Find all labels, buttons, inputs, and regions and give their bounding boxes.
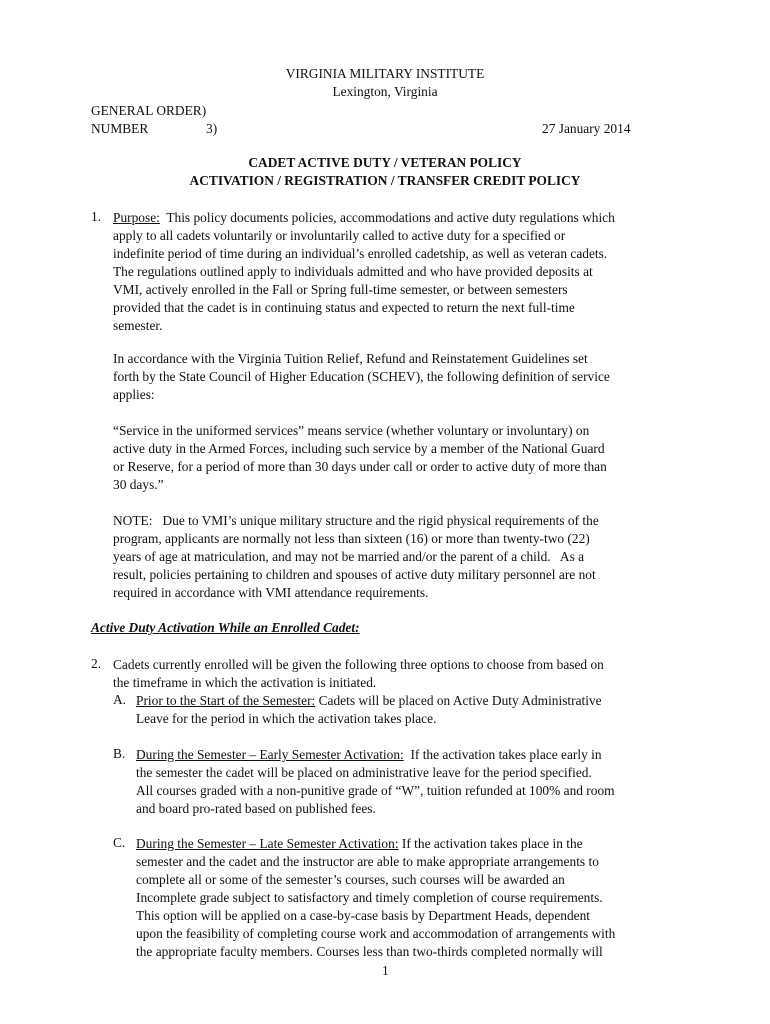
purpose-paragraph: Purpose: This policy documents policies, accommodations and active duty regulations which apply to all cadets voluntarily or involuntarily called to active duty for a specified or indefinite period of time during an individual’s enrolled cadetship, as well as veteran cadets. The regulations outlined apply to individuals admitted and who have provided deposits at VMI, actively enrolled in the Fall or Spring full-time semester, or between semesters provided that the cadet is in continuing status and expected to return the next full-time semester. [113, 210, 615, 333]
title-line-1: CADET ACTIVE DUTY / VETERAN POLICY [248, 155, 522, 170]
active-duty-subheading: Active Duty Activation While an Enrolled Cadet: [91, 620, 360, 635]
purpose-first-line: Purpose: This policy documents policies, accommodations and active duty regulations which [113, 210, 615, 225]
item-c-heading: During the Semester – Late Semester Activation: [136, 836, 399, 851]
section-2-number: 2. [91, 656, 102, 671]
service-definition-quote: “Service in the uniformed services” means service (whether voluntary or involuntary) on active duty in the Armed Forces, including such service by a member of the National Guard or Reserve, for a period of more than 30 days under call or order to active duty of more than 30 days.” [113, 423, 607, 492]
general-order-label: GENERAL ORDER) [91, 103, 207, 118]
item-c-text: During the Semester – Late Semester Activation: If the activation takes place in the semester and the cadet and the instructor are able to make appropriate arrangements to complete all or some of the semester’s courses, such courses will be awarded an Incomplete grade subject to satisfactory and timely completion of course requirements. This option will be applied on a case-by-case basis by Department Heads, dependent upon the feasibility of completing course work and accommodation of arrangements with the appropriate faculty members. Courses less than two-thirds completed normally will [136, 836, 616, 959]
item-c-letter: C. [113, 835, 126, 850]
page-number: 1 [382, 963, 389, 978]
item-b-letter: B. [113, 746, 126, 761]
note-paragraph: NOTE: Due to VMI’s unique military structure and the rigid physical requirements of the program, applicants are normally not less than sixteen (16) or more than twenty-two (22) years of age at matriculation, and may not be married and/or the parent of a child. As a result, policies pertaining to children and spouses of active duty military personnel are not required in accordance with VMI attendance requirements. [113, 513, 599, 600]
institution-name: VIRGINIA MILITARY INSTITUTE [285, 66, 485, 81]
schev-paragraph: In accordance with the Virginia Tuition Relief, Refund and Reinstatement Guidelines set forth by the State Council of Higher Education (SCHEV), the following definition of service applies: [113, 351, 610, 402]
number-label: NUMBER [91, 121, 149, 136]
item-a-text: Prior to the Start of the Semester: Cadets will be placed on Active Duty Administrative Leave for the period in which the activation takes place. [136, 693, 602, 726]
document-date: 27 January 2014 [542, 121, 631, 136]
section-1-number: 1. [91, 209, 102, 224]
section-2-intro: Cadets currently enrolled will be given the following three options to choose from based on the timeframe in which the activation is initiated. [113, 657, 604, 690]
item-a-letter: A. [113, 692, 127, 707]
item-b-text: During the Semester – Early Semester Activation: If the activation takes place early in the semester the cadet will be placed on administrative leave for the period specified. All courses graded with a non-punitive grade of “W”, tuition refunded at 100% and room and board pro-rated based on published fees. [136, 747, 615, 816]
title-line-2: ACTIVATION / REGISTRATION / TRANSFER CREDIT POLICY [189, 173, 581, 188]
item-b-heading: During the Semester – Early Semester Activation: [136, 747, 404, 762]
purpose-label: Purpose: [113, 210, 160, 225]
number-value: 3) [206, 121, 218, 136]
item-a-heading: Prior to the Start of the Semester: [136, 693, 316, 708]
institution-location: Lexington, Virginia [332, 84, 438, 99]
